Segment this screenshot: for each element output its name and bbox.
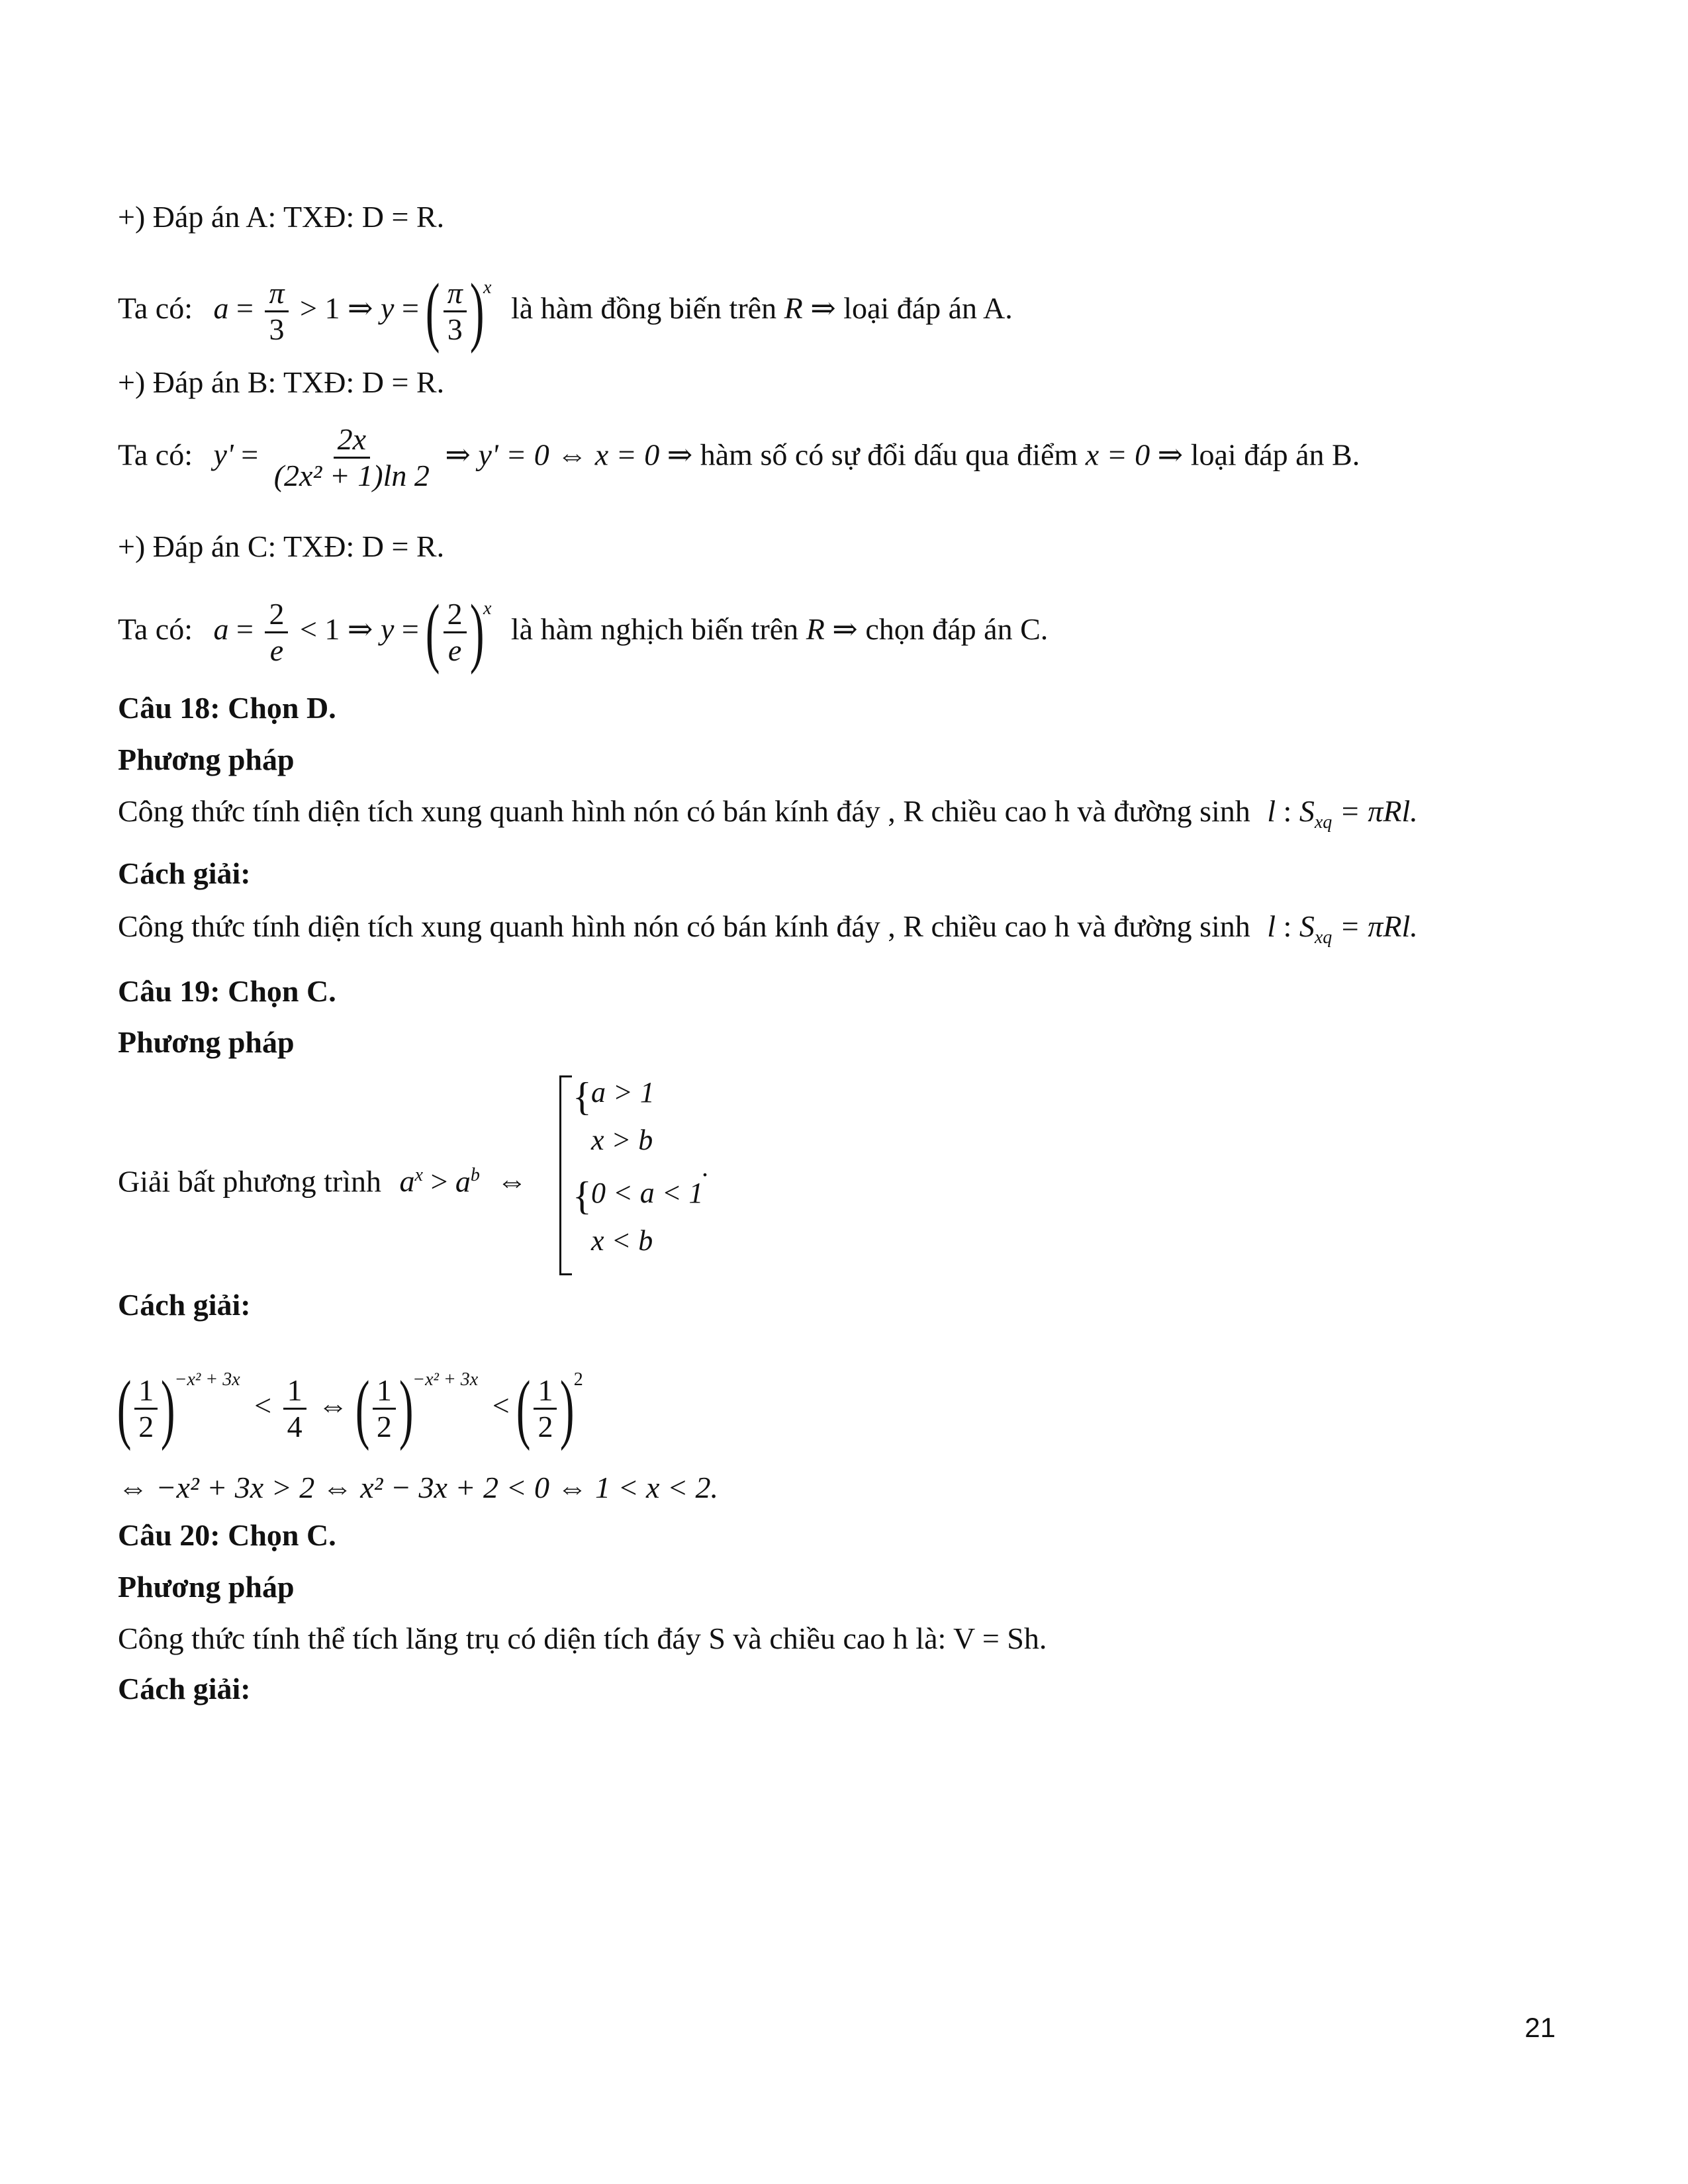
q18-heading: Câu 18: Chọn D.: [118, 691, 336, 725]
fraction-2-e-base: $\frac{2}{e}$: [444, 598, 467, 667]
q20-solution-heading: Cách giải:: [118, 1672, 251, 1706]
inequality-system: { a > 1 x > b { 0 < a < 1 x < b: [559, 1075, 705, 1274]
answer-c-formula-line: Ta có: a = $\frac{2}{e}$ < 1 ⇒ y = ( $\frac{2}{e}$ )$^x$ là hàm nghịch biến trên R ⇒ chọn đáp án C.: [118, 588, 1049, 676]
q18-solution-heading: Cách giải:: [118, 856, 251, 890]
q19-solution-line-1: ( $\frac{1}{2}$ )$^{-x^2 + 3x}$ < $\frac{1}{4}$ ⇔ ( $\frac{1}{2}$ )$^{-x^2 + 3x}$ < ( $\frac{1}{2}$ )$^2$: [117, 1365, 583, 1452]
q18-method-heading: Phương pháp: [118, 743, 295, 776]
q19-solution-line-2: ⇔ −x² + 3x > 2 ⇔ x² − 3x + 2 < 0 ⇔ 1 < x < 2.: [118, 1471, 718, 1504]
derivative-fraction: $\frac{2x}{\text{(2x² + 1)ln 2}}$: [273, 422, 430, 493]
q19-method-heading: Phương pháp: [118, 1025, 295, 1059]
fraction-2-e: $\frac{2}{e}$: [265, 598, 288, 667]
prefix: Ta có:: [118, 291, 193, 325]
q19-solution-heading: Cách giải:: [118, 1288, 251, 1322]
answer-c-title: +) Đáp án C: TXĐ: D = R.: [118, 529, 445, 563]
fraction-pi-3: $\frac{\pi}{3}$: [265, 277, 288, 346]
system-row-3: 0 < a < 1: [591, 1177, 704, 1209]
q19-heading: Câu 19: Chọn C.: [118, 974, 336, 1008]
q18-method-text: Công thức tính diện tích xung quanh hình nón có bán kính đáy , R chiều cao h và đường sinh l : $S_{xq} = \pi Rl$.: [118, 794, 1418, 833]
answer-b-title: +) Đáp án B: TXĐ: D = R.: [118, 365, 445, 399]
fraction-pi-3-base: $\frac{\pi}{3}$: [444, 277, 467, 346]
page-number: 21: [1524, 2012, 1556, 2043]
q20-heading: Câu 20: Chọn C.: [118, 1518, 336, 1552]
system-row-1: a > 1: [591, 1076, 655, 1109]
system-row-2: x > b: [591, 1124, 653, 1156]
answer-a-title: +) Đáp án A: TXĐ: D = R.: [118, 200, 445, 234]
system-row-4: x < b: [591, 1224, 653, 1257]
answer-b-formula-line: Ta có: y' = $\frac{2x}{\text{(2x² + 1)ln 2}}$ ⇒ y' = 0 ⇔ x = 0 ⇒ hàm số có sự đổi dấu qua điểm x = 0 ⇒ loại đáp án B.: [118, 422, 1360, 493]
q18-solution-text: Công thức tính diện tích xung quanh hình nón có bán kính đáy , R chiều cao h và đường sinh l : $S_{xq} = \pi Rl$.: [118, 909, 1418, 948]
q20-method-heading: Phương pháp: [118, 1570, 295, 1604]
q20-method-text: Công thức tính thể tích lăng trụ có diện tích đáy S và chiều cao h là: V = Sh.: [118, 1621, 1047, 1655]
answer-a-formula-line: Ta có: a = $\frac{\pi}{3}$ > 1 ⇒ y = ( $\frac{\pi}{3}$ )$^x$ là hàm đồng biến trên R ⇒ loại đáp án A.: [118, 267, 1013, 355]
q19-method-text: Giải bất phương trình $a^x > a^b$ ⇔: [118, 1164, 528, 1199]
